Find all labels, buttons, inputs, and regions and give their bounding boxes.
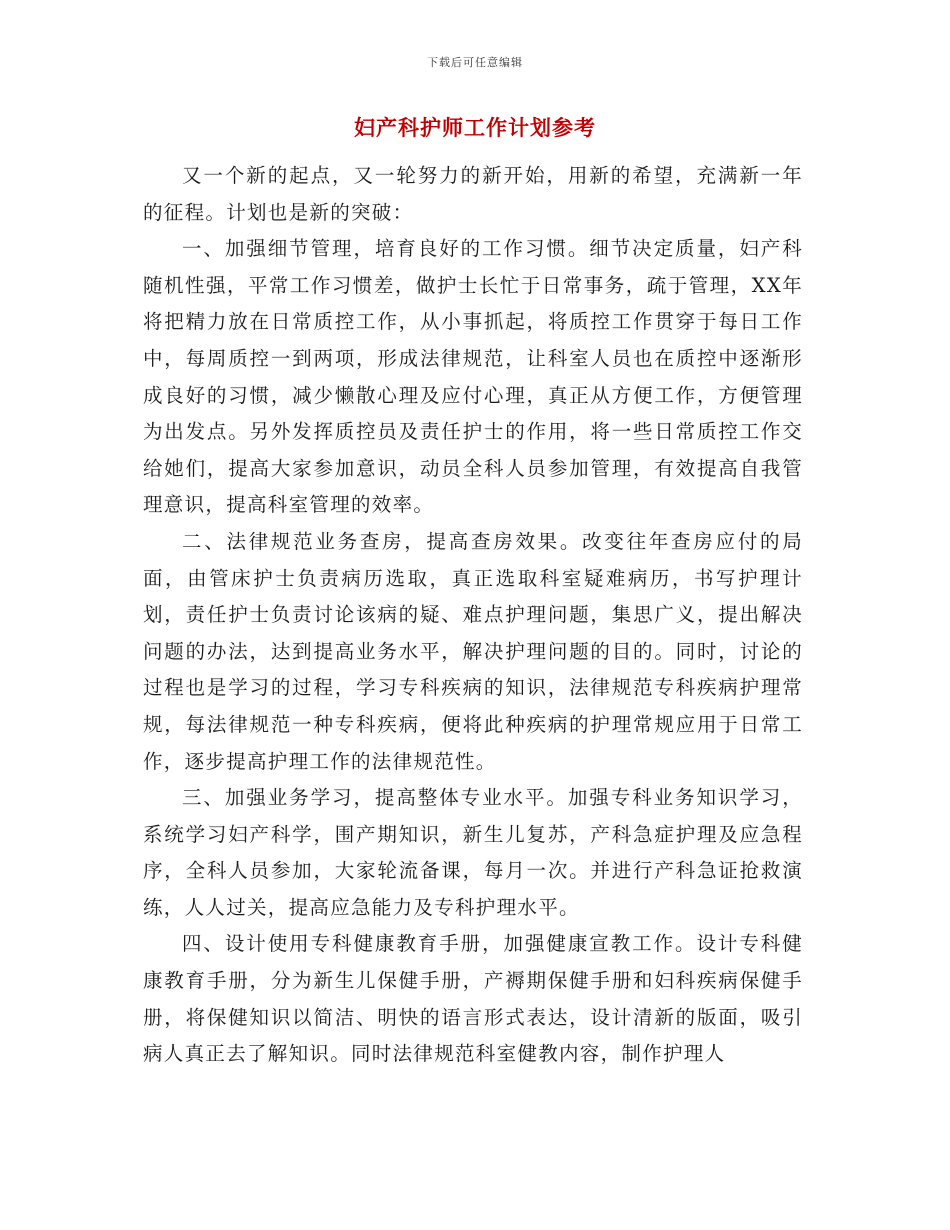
document-body bbox=[143, 158, 803, 1073]
document-title: 妇产科护师工作计划参考 bbox=[354, 115, 596, 140]
paragraph-section-1: 一、加强细节管理，培育良好的工作习惯。细节决定质量，妇产科随机性强，平常工作习惯差，做护士长忙于日常事务，疏于管理，XX年将把精力放在日常质控工作，从小事抓起，将质控工作贯穿于每日工作中，每周质控一到两项，形成法律规范，让科室人员也在质控中逐渐形成良好的习惯，减少懒散心理及应付心理，真正从方便工作，方便管理为出发点。另外发挥质控员及责任护士的作用，将一些日常质控工作交给她们，提高大家参加意识，动员全科人员参加管理，有效提高自我管理意识，提高科室管理的效率。 bbox=[143, 237, 803, 517]
paragraph-section-2: 二、法律规范业务查房，提高查房效果。改变往年查房应付的局面，由管床护士负责病历选取，真正选取科室疑难病历，书写护理计划，责任护士负责讨论该病的疑、难点护理问题，集思广义，提出解决问题的办法，达到提高业务水平，解决护理问题的目的。同时，讨论的过程也是学习的过程，学习专科疾病的知识，法律规范专科疾病护理常规，每法律规范一种专科疾病，便将此种疾病的护理常规应用于日常工作，逐步提高护理工作的法律规范性。 bbox=[143, 529, 803, 773]
paragraph-section-3: 三、加强业务学习，提高整体专业水平。加强专科业务知识学习，系统学习妇产科学，围产期知识，新生儿复苏，产科急症护理及应急程序，全科人员参加，大家轮流备课，每月一次。并进行产科急证抢救演练，人人过关，提高应急能力及专科护理水平。 bbox=[143, 786, 803, 919]
paragraph-section-4: 四、设计使用专科健康教育手册，加强健康宣教工作。设计专科健康教育手册，分为新生儿保健手册，产褥期保健手册和妇科疾病保健手册，将保健知识以简洁、明快的语言形式表达，设计清新的版面，吸引病人真正去了解知识。同时法律规范科室健教内容，制作护理人 bbox=[143, 932, 803, 1066]
page-header: 下载后可任意编辑 bbox=[427, 56, 523, 69]
intro-paragraph: 又一个新的起点，又一轮努力的新开始，用新的希望，充满新一年的征程。计划也是新的突破： bbox=[143, 164, 803, 224]
